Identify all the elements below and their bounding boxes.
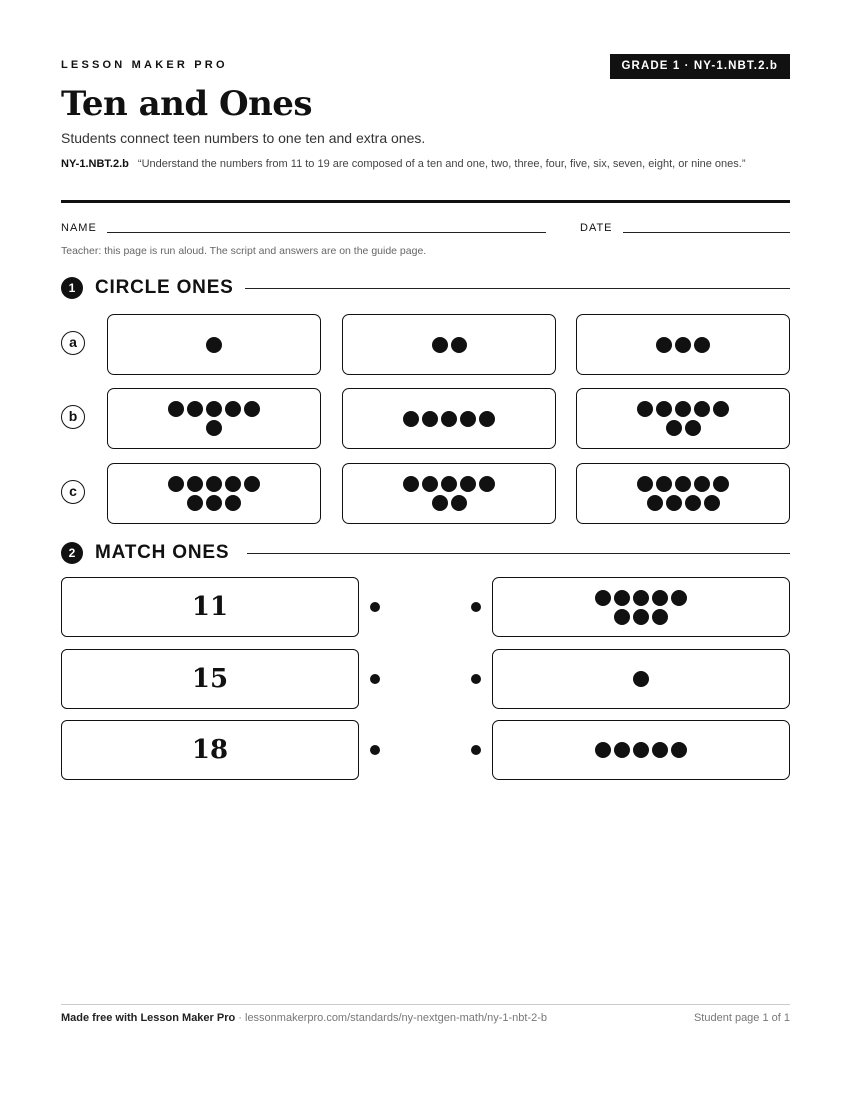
- dot-row: [432, 337, 467, 353]
- counter-dot: [652, 609, 668, 625]
- counter-dot: [441, 476, 457, 492]
- ones-dot-card[interactable]: [492, 649, 790, 709]
- counter-dot: [422, 411, 438, 427]
- counter-dot: [614, 742, 630, 758]
- counter-dot: [441, 411, 457, 427]
- counter-dot: [595, 742, 611, 758]
- counter-dot: [671, 590, 687, 606]
- counter-dot: [451, 337, 467, 353]
- footer-separator: ·: [235, 1012, 245, 1024]
- counter-dot: [168, 401, 184, 417]
- counter-dot: [614, 609, 630, 625]
- circle-ones-box[interactable]: [107, 463, 321, 524]
- standard-code: NY-1.NBT.2.b: [61, 158, 129, 170]
- standard-description: [61, 156, 790, 173]
- counter-dot: [225, 495, 241, 511]
- section-1-rule: [245, 288, 790, 289]
- counter-dot: [633, 671, 649, 687]
- counter-dot: [244, 476, 260, 492]
- dot-row: [168, 476, 260, 492]
- counter-dot: [666, 420, 682, 436]
- row-letter: a: [61, 331, 85, 355]
- counter-dot: [685, 420, 701, 436]
- counter-dot: [206, 420, 222, 436]
- ones-dot-card[interactable]: [492, 720, 790, 780]
- counter-dot: [694, 476, 710, 492]
- dot-row: [633, 671, 649, 687]
- dot-row: [647, 495, 720, 511]
- counter-dot: [633, 590, 649, 606]
- counter-dot: [225, 401, 241, 417]
- counter-dot: [403, 411, 419, 427]
- dot-row: [187, 495, 241, 511]
- match-point[interactable]: [370, 674, 380, 684]
- date-field[interactable]: [623, 232, 790, 233]
- dot-row: [595, 590, 687, 606]
- counter-dot: [656, 337, 672, 353]
- counter-dot: [187, 495, 203, 511]
- counter-dot: [666, 495, 682, 511]
- counter-dot: [652, 590, 668, 606]
- counter-dot: [633, 609, 649, 625]
- number-card[interactable]: 15: [61, 649, 359, 709]
- counter-dot: [244, 401, 260, 417]
- counter-dot: [206, 401, 222, 417]
- match-point[interactable]: [471, 745, 481, 755]
- circle-ones-box[interactable]: [576, 314, 790, 375]
- counter-dot: [225, 476, 241, 492]
- counter-dot: [187, 401, 203, 417]
- counter-dot: [656, 401, 672, 417]
- page-title: Ten and Ones: [61, 84, 313, 124]
- page-subtitle: Students connect teen numbers to one ten and extra ones.: [61, 130, 426, 146]
- match-point[interactable]: [370, 745, 380, 755]
- section-1-number: 1: [61, 277, 83, 299]
- worksheet-page: [61, 0, 790, 1100]
- grade-badge: GRADE 1 · NY-1.NBT.2.b: [610, 54, 790, 79]
- counter-dot: [704, 495, 720, 511]
- dot-row: [432, 495, 467, 511]
- circle-ones-box[interactable]: [576, 388, 790, 449]
- match-point[interactable]: [370, 602, 380, 612]
- section-2-title: MATCH ONES: [95, 542, 230, 563]
- dot-row: [403, 411, 495, 427]
- circle-ones-box[interactable]: [576, 463, 790, 524]
- dot-row: [637, 401, 729, 417]
- counter-dot: [432, 337, 448, 353]
- counter-dot: [671, 742, 687, 758]
- circle-ones-box[interactable]: [342, 388, 556, 449]
- dot-row: [206, 337, 222, 353]
- dot-row: [666, 420, 701, 436]
- counter-dot: [637, 476, 653, 492]
- counter-dot: [675, 337, 691, 353]
- counter-dot: [479, 411, 495, 427]
- counter-dot: [432, 495, 448, 511]
- counter-dot: [614, 590, 630, 606]
- counter-dot: [451, 495, 467, 511]
- match-point[interactable]: [471, 602, 481, 612]
- counter-dot: [713, 476, 729, 492]
- counter-dot: [187, 476, 203, 492]
- dot-row: [637, 476, 729, 492]
- counter-dot: [460, 476, 476, 492]
- section-2-rule: [247, 553, 790, 554]
- circle-ones-box[interactable]: [107, 388, 321, 449]
- counter-dot: [656, 476, 672, 492]
- counter-dot: [675, 401, 691, 417]
- standard-text: “Understand the numbers from 11 to 19 are composed of a ten and one, two, three, four, five, six, seven, eight, or nine ones.”: [137, 158, 746, 170]
- section-2-header: [61, 541, 790, 565]
- row-letter: c: [61, 480, 85, 504]
- counter-dot: [647, 495, 663, 511]
- counter-dot: [206, 495, 222, 511]
- footer-made-with: Made free with Lesson Maker Pro: [61, 1012, 236, 1024]
- dot-row: [656, 337, 710, 353]
- counter-dot: [694, 401, 710, 417]
- counter-dot: [479, 476, 495, 492]
- counter-dot: [652, 742, 668, 758]
- dot-row: [206, 420, 222, 436]
- ones-dot-card[interactable]: [492, 577, 790, 637]
- dot-row: [168, 401, 260, 417]
- section-2-number: 2: [61, 542, 83, 564]
- name-field[interactable]: [107, 232, 546, 233]
- header-divider: [61, 200, 790, 203]
- date-label: DATE: [580, 222, 613, 234]
- name-date-row: [61, 222, 790, 236]
- counter-dot: [633, 742, 649, 758]
- footer-credit: [61, 1012, 547, 1024]
- counter-dot: [685, 495, 701, 511]
- number-card[interactable]: 18: [61, 720, 359, 780]
- counter-dot: [675, 476, 691, 492]
- counter-dot: [206, 476, 222, 492]
- counter-dot: [422, 476, 438, 492]
- section-1-title: CIRCLE ONES: [95, 277, 234, 298]
- footer-divider: [61, 1004, 790, 1005]
- counter-dot: [206, 337, 222, 353]
- dot-row: [614, 609, 668, 625]
- counter-dot: [637, 401, 653, 417]
- circle-ones-box[interactable]: [342, 463, 556, 524]
- counter-dot: [460, 411, 476, 427]
- section-1-header: [61, 276, 790, 300]
- counter-dot: [694, 337, 710, 353]
- number-card[interactable]: 11: [61, 577, 359, 637]
- circle-ones-box[interactable]: [107, 314, 321, 375]
- teacher-note: Teacher: this page is run aloud. The script and answers are on the guide page.: [61, 245, 427, 257]
- dot-row: [403, 476, 495, 492]
- counter-dot: [403, 476, 419, 492]
- name-label: NAME: [61, 222, 97, 234]
- counter-dot: [713, 401, 729, 417]
- counter-dot: [595, 590, 611, 606]
- match-point[interactable]: [471, 674, 481, 684]
- row-letter: b: [61, 405, 85, 429]
- counter-dot: [168, 476, 184, 492]
- dot-row: [595, 742, 687, 758]
- footer-page-label: Student page 1 of 1: [693, 1012, 790, 1024]
- brand-name: LESSON MAKER PRO: [61, 59, 228, 71]
- footer-url[interactable]: lessonmakerpro.com/standards/ny-nextgen-math/ny-1-nbt-2-b: [245, 1012, 548, 1024]
- circle-ones-box[interactable]: [342, 314, 556, 375]
